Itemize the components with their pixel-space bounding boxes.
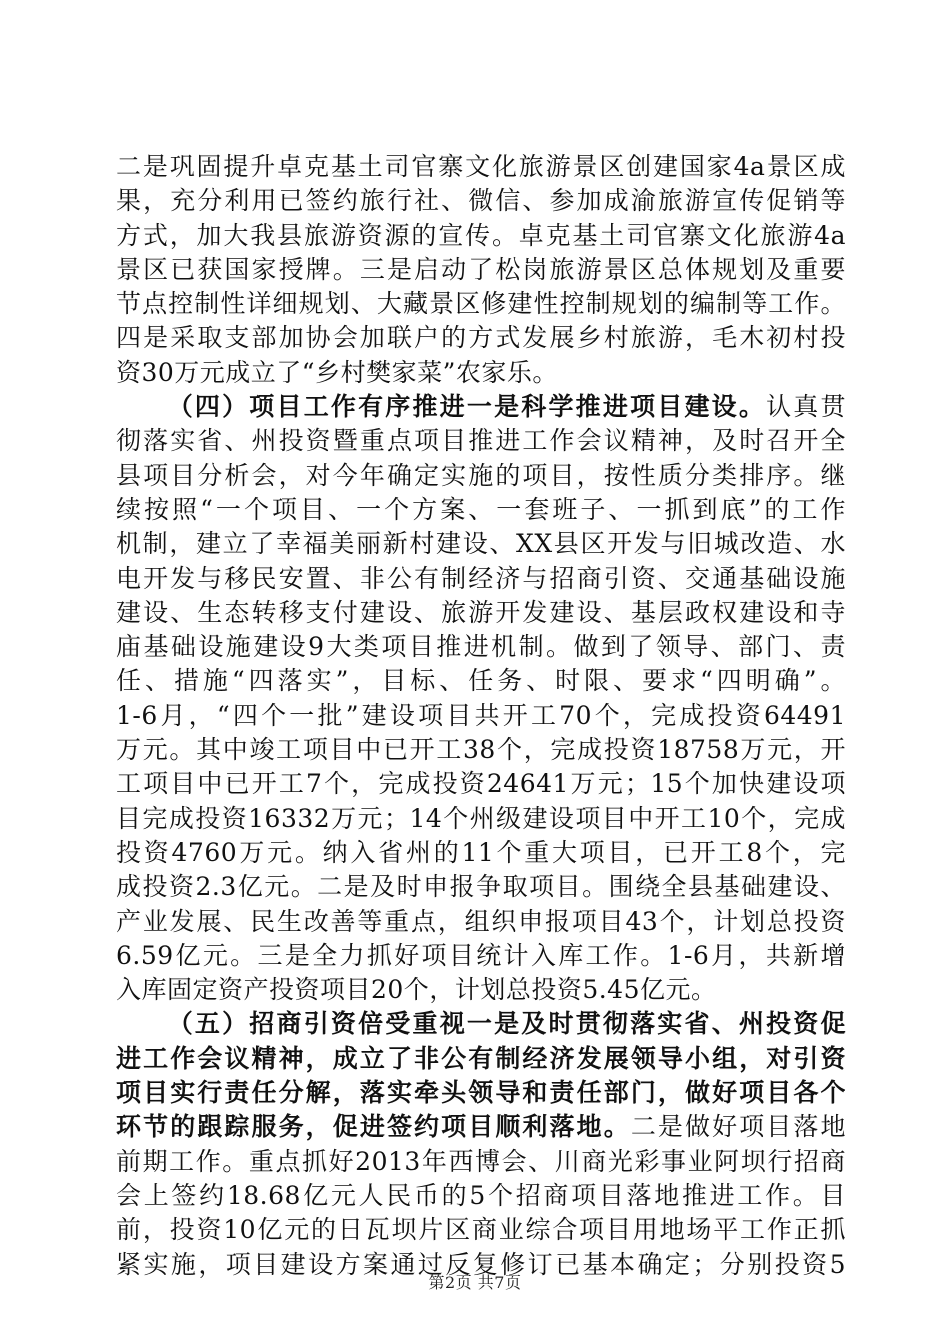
text-line (116, 356, 846, 390)
body-text: 电开发与移民安置、非公有制经济与招商引资、交通基础设施 (116, 563, 846, 593)
body-text: 续按照“一个项目、一个方案、一套班子、一抓到底”的工作 (116, 494, 846, 524)
bold-heading-text: （四）项目工作有序推进一是科学推进项目建设。 (166, 392, 767, 422)
body-text: 二是巩固提升卓克基土司官寨文化旅游景区创建国家4a景区成 (116, 152, 846, 181)
text-line (116, 596, 846, 630)
body-text: 建设、生态转移支付建设、旅游开发建设、基层政权建设和寺 (116, 597, 846, 627)
text-line (116, 905, 846, 939)
text-line (116, 219, 846, 253)
text-line (116, 973, 846, 1007)
bold-heading-text: （五）招商引资倍受重视一是及时贯彻落实省、州投资促 (166, 1009, 846, 1039)
text-line (116, 1007, 846, 1041)
text-line (116, 870, 846, 904)
text-line (116, 699, 846, 733)
body-text: 紧实施，项目建设方案通过反复修订已基本确定；分别投资5 (116, 1249, 846, 1279)
body-text: 庙基础设施建设9大类项目推进机制。做到了领导、部门、责 (116, 632, 846, 662)
body-text: 认真贯 (766, 392, 846, 422)
body-text: 会上签约18.68亿元人民币的5个招商项目落地推进工作。目 (116, 1180, 846, 1210)
body-text: 产业发展、民生改善等重点，组织申报项目43个，计划总投资 (116, 906, 846, 936)
body-text: 果，充分利用已签约旅行社、微信、参加成渝旅游宣传促销等 (116, 186, 846, 216)
body-text: 1-6月，“四个一批”建设项目共开工70个，完成投资64491 (116, 700, 846, 730)
bold-heading-text: 进工作会议精神，成立了非公有制经济发展领导小组，对引资 (116, 1043, 846, 1073)
body-text: 二是做好项目落地 (630, 1112, 846, 1142)
body-text: 四是采取支部加协会加联户的方式发展乡村旅游，毛木初村投 (116, 323, 846, 353)
text-line (116, 836, 846, 870)
text-line (116, 1213, 846, 1247)
text-line (116, 630, 846, 664)
text-line (116, 939, 846, 973)
body-text: 县项目分析会，对今年确定实施的项目，按性质分类排序。继 (116, 460, 846, 490)
page-footer: 第2页 共7页 (428, 1273, 522, 1292)
body-text: 工项目中已开工7个，完成投资24641万元；15个加快建设项 (116, 769, 846, 799)
text-line (116, 733, 846, 767)
text-line (116, 1042, 846, 1076)
bold-heading-text: 环节的跟踪服务，促进签约项目顺利落地。 (116, 1112, 631, 1142)
text-line (116, 1179, 846, 1213)
body-text: 资30万元成立了“乡村樊家菜”农家乐。 (116, 357, 558, 387)
body-text: 前，投资10亿元的日瓦坝片区商业综合项目用地场平工作正抓 (116, 1215, 846, 1245)
text-line (116, 527, 846, 561)
text-line (116, 424, 846, 458)
text-line (116, 459, 846, 493)
body-text: 景区已获国家授牌。三是启动了松岗旅游景区总体规划及重要 (116, 254, 846, 284)
text-line (116, 767, 846, 801)
text-line (116, 150, 846, 184)
bold-heading-text: 项目实行责任分解，落实牵头领导和责任部门，做好项目各个 (116, 1078, 846, 1108)
body-text: 彻落实省、州投资暨重点项目推进工作会议精神，及时召开全 (116, 426, 846, 456)
text-line (116, 1110, 846, 1144)
text-line (116, 493, 846, 527)
body-text: 任、措施“四落实”，目标、任务、时限、要求“四明确”。 (116, 666, 846, 696)
text-line (116, 321, 846, 355)
text-line (116, 1076, 846, 1110)
text-line (116, 184, 846, 218)
body-text: 节点控制性详细规划、大藏景区修建性控制规划的编制等工作。 (116, 289, 846, 319)
text-line (116, 287, 846, 321)
body-text: 6.59亿元。三是全力抓好项目统计入库工作。1-6月，共新增 (116, 940, 846, 970)
body-text: 机制，建立了幸福美丽新村建设、XX县区开发与旧城改造、水 (116, 529, 846, 559)
body-text: 入库固定资产投资项目20个，计划总投资5.45亿元。 (116, 975, 717, 1005)
body-text: 成投资2.3亿元。二是及时申报争取项目。围绕全县基础建设、 (116, 872, 846, 902)
text-line (116, 253, 846, 287)
body-text: 万元。其中竣工项目中已开工38个，完成投资18758万元，开 (116, 735, 846, 765)
text-line (116, 390, 846, 424)
body-text: 目完成投资16332万元；14个州级建设项目中开工10个，完成 (116, 803, 846, 833)
text-line (116, 802, 846, 836)
document-body (116, 150, 846, 1282)
body-text: 前期工作。重点抓好2013年西博会、川商光彩事业阿坝行招商 (116, 1146, 846, 1176)
body-text: 方式，加大我县旅游资源的宣传。卓克基土司官寨文化旅游4a (116, 220, 846, 250)
text-line (116, 562, 846, 596)
text-line (116, 1145, 846, 1179)
body-text: 投资4760万元。纳入省州的11个重大项目，已开工8个，完 (116, 837, 846, 867)
text-line (116, 664, 846, 698)
